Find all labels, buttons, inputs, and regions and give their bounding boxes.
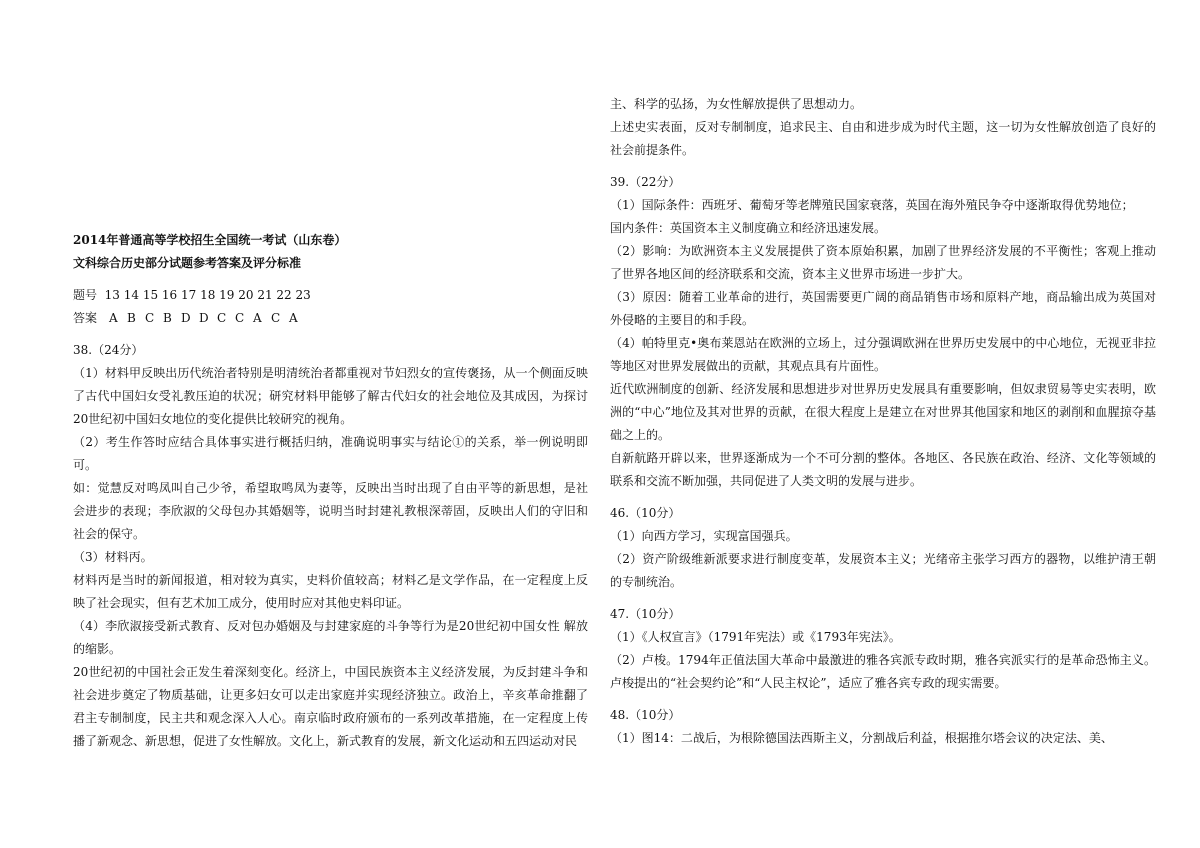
answer-paragraph: （1）《人权宣言》（1791年宪法）或《1793年宪法》。 [610,630,901,644]
answer-paragraph: 上述史实表面，反对专制制度，追求民主、自由和进步成为时代主题，这一切为女性解放创造了良好的社会前提条件。 [610,120,1156,157]
answer-cell: C [271,311,281,325]
answer-cell: B [127,311,136,325]
answer-paragraph: 国内条件：英国资本主义制度确立和经济迅速发展。 [610,221,887,235]
question-46-heading: 46.（10分） [610,506,681,520]
answer-row [73,307,588,330]
answer-cell: D [181,311,191,325]
doc-title: 2014年普通高等学校招生全国统一考试（山东卷） [73,233,347,247]
answer-paragraph: 自新航路开辟以来，世界逐渐成为一个不可分割的整体。各地区、各民族在政治、经济、文化等领域的联系和交流不断加强，共同促进了人类文明的发展与进步。 [610,451,1156,488]
answer-label: 答案 [73,311,98,325]
answer-paragraph: 20世纪初的中国社会正发生着深刻变化。经济上，中国民族资本主义经济发展，为反封建斗争和社会进步奠定了物质基础，让更多妇女可以走出家庭并实现经济独立。政治上，辛亥革命推翻了君主专制制度，民主共和观念深入人心。南京临时政府颁布的一系列改革措施，在一定程度上传播了新观念、新思想，促进了女性解放。文化上，新式教育的发展，新文化运动和五四运动对民 [73,665,588,748]
question-47-heading: 47.（10分） [610,607,681,621]
question-39-heading: 39.（22分） [610,175,681,189]
answer-paragraph: （1）国际条件：西班牙、葡萄牙等老牌殖民国家衰落，英国在海外殖民争夺中逐渐取得优势地位； [610,198,1134,212]
answer-cell: A [253,311,262,325]
answer-cell: C [145,311,155,325]
question-38-heading: 38.（24分） [73,343,144,357]
question-48-heading: 48.（10分） [610,708,681,722]
answer-paragraph: （2）资产阶级维新派要求进行制度变革，发展资本主义；光绪帝主张学习西方的器物，以维护清王朝的专制统治。 [610,552,1156,589]
question-number-row [73,284,588,307]
answer-paragraph: 主、科学的弘扬，为女性解放提供了思想动力。 [610,97,863,111]
question-number-label: 题号 [73,288,98,302]
doc-subtitle: 文科综合历史部分试题参考答案及评分标准 [73,256,302,270]
answer-paragraph: 材料丙是当时的新闻报道，相对较为真实，史料价值较高；材料乙是文学作品，在一定程度上反映了社会现实，但有艺术加工成分，使用时应对其他史料印证。 [73,573,588,610]
answer-paragraph: 近代欧洲制度的创新、经济发展和思想进步对世界历史发展具有重要影响，但奴隶贸易等史实表明，欧洲的“中心”地位及其对世界的贡献，在很大程度上是建立在对世界其他国家和地区的剥削和血腥掠夺基础之上的。 [610,382,1156,442]
answer-paragraph: （3）材料丙。 [73,550,153,564]
answer-paragraph: （2）卢梭。1794年正值法国大革命中最激进的雅各宾派专政时期，雅各宾派实行的是革命恐怖主义。卢梭提出的“社会契约论”和“人民主权论”，适应了雅各宾专政的现实需要。 [610,653,1156,690]
answer-cell: A [109,311,118,325]
question-numbers: 13 14 15 16 17 18 19 20 21 22 23 [104,288,311,302]
answer-paragraph: （3）原因：随着工业革命的进行，英国需要更广阔的商品销售市场和原料产地，商品输出成为英国对外侵略的主要目的和手段。 [610,290,1156,327]
answer-cell: A [289,311,298,325]
answer-paragraph: （1）材料甲反映出历代统治者特别是明清统治者都重视对节妇烈女的宣传褒扬，从一个侧面反映了古代中国妇女受礼教压迫的状况；研究材料甲能够了解古代妇女的社会地位及其成因，为探讨20世纪初中国妇女地位的变化提供比较研究的视角。 [73,366,588,426]
answer-cell: C [235,311,245,325]
answer-paragraph: 如：觉慧反对鸣凤叫自己少爷，希望取鸣凤为妻等，反映出当时出现了自由平等的新思想，是社会进步的表现；李欣淑的父母包办其婚姻等，说明当时封建礼教根深蒂固，反映出人们的守旧和社会的保守。 [73,481,588,541]
answer-cell: D [199,311,209,325]
answer-paragraph: （2）考生作答时应结合具体事实进行概括归纳，准确说明事实与结论①的关系，举一例说明即可。 [73,435,588,472]
answer-paragraph: （1）向西方学习，实现富国强兵。 [610,529,798,543]
answer-paragraph: （1）图14：二战后，为根除德国法西斯主义，分割战后利益，根据推尔塔会议的决定法、美、 [610,731,1113,745]
right-column [610,93,1156,750]
answer-paragraph: （4）帕特里克•奥布莱恩站在欧洲的立场上，过分强调欧洲在世界历史发展中的中心地位，无视亚非拉等地区对世界发展做出的贡献，其观点具有片面性。 [610,336,1156,373]
answer-cell: B [163,311,172,325]
left-column [73,229,588,753]
answer-paragraph: （2）影响：为欧洲资本主义发展提供了资本原始积累，加剧了世界经济发展的不平衡性；客观上推动了世界各地区间的经济联系和交流，资本主义世界市场进一步扩大。 [610,244,1156,281]
answer-paragraph: （4）李欣淑接受新式教育、反对包办婚姻及与封建家庭的斗争等行为是20世纪初中国女性 解放的缩影。 [73,619,588,656]
answer-cell: C [217,311,227,325]
